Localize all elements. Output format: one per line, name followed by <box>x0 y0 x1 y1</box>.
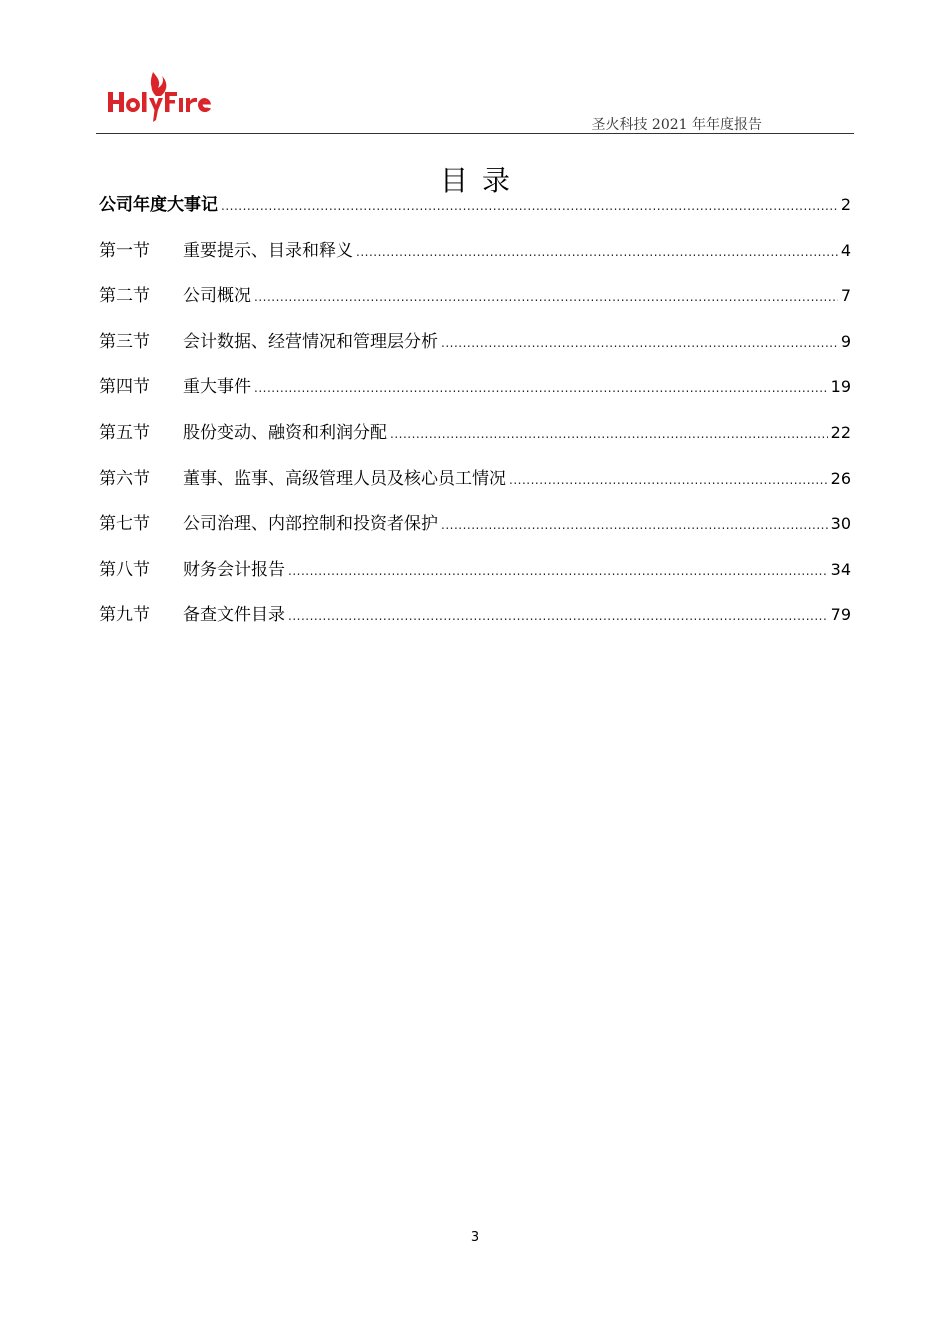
toc-leader-dots <box>221 199 838 213</box>
toc-entry[interactable] <box>99 327 851 373</box>
toc-entry-page: 4 <box>840 240 851 260</box>
toc-entry-section: 第七节 <box>99 514 150 535</box>
toc-entry[interactable] <box>99 464 851 510</box>
toc-entry-page: 2 <box>840 195 851 214</box>
toc-leader-dots <box>390 427 828 441</box>
toc-entry-label: 财务会计报告 <box>183 559 285 580</box>
toc-entry-label: 公司年度大事记 <box>99 195 218 215</box>
toc-entry-page: 30 <box>830 514 851 534</box>
toc-leader-dots <box>254 381 828 395</box>
toc-leader-dots <box>356 245 838 259</box>
toc-entry[interactable] <box>99 281 851 327</box>
page-number: 3 <box>470 1230 480 1245</box>
company-logo <box>106 70 216 126</box>
toc-entry[interactable] <box>99 372 851 418</box>
toc-entry[interactable] <box>99 418 851 464</box>
toc-entry-section: 第四节 <box>99 377 150 398</box>
toc-leader-dots <box>288 609 828 623</box>
toc-entry-page: 7 <box>840 286 851 306</box>
toc-entry-section: 第五节 <box>99 422 150 443</box>
toc-entry-label: 会计数据、经营情况和管理层分析 <box>183 331 438 352</box>
toc-entry-label: 股份变动、融资和利润分配 <box>183 422 387 443</box>
toc-entry-section: 第九节 <box>99 605 150 626</box>
toc-leader-dots <box>441 518 828 532</box>
toc-entry-section: 第三节 <box>99 331 150 352</box>
toc-entry[interactable] <box>99 509 851 555</box>
toc-entry-section: 第六节 <box>99 468 150 489</box>
toc-leader-dots <box>288 564 828 578</box>
toc-entry-section: 第一节 <box>99 240 150 261</box>
toc-entry[interactable] <box>99 600 851 646</box>
report-header-title: 圣火科技 2021 年年度报告 <box>591 117 762 133</box>
toc-entry-label: 公司概况 <box>183 286 251 307</box>
toc-leader-dots <box>509 473 828 487</box>
holyfire-logo-graphic <box>106 70 216 126</box>
toc-entry-page: 79 <box>830 605 851 625</box>
toc-entry-label: 重大事件 <box>183 377 251 398</box>
toc-entry-label: 备查文件目录 <box>183 605 285 626</box>
toc-entry-label: 公司治理、内部控制和投资者保护 <box>183 514 438 535</box>
table-of-contents <box>99 190 851 646</box>
toc-entry-label: 重要提示、目录和释义 <box>183 240 353 261</box>
toc-entry-page: 22 <box>830 422 851 442</box>
toc-entry-label: 董事、监事、高级管理人员及核心员工情况 <box>183 468 506 489</box>
toc-entry[interactable] <box>99 236 851 282</box>
toc-entry[interactable] <box>99 555 851 601</box>
toc-entry-page: 26 <box>830 468 851 488</box>
toc-entry-page: 19 <box>830 377 851 397</box>
toc-leader-dots <box>441 336 838 350</box>
toc-leader-dots <box>254 290 838 304</box>
toc-entry-section: 第二节 <box>99 286 150 307</box>
toc-entry-page: 34 <box>830 559 851 579</box>
toc-entry[interactable] <box>99 190 851 236</box>
toc-title: 目录 <box>439 163 524 197</box>
toc-entry-section: 第八节 <box>99 559 150 580</box>
header-divider <box>96 133 854 134</box>
toc-entry-page: 9 <box>840 331 851 351</box>
